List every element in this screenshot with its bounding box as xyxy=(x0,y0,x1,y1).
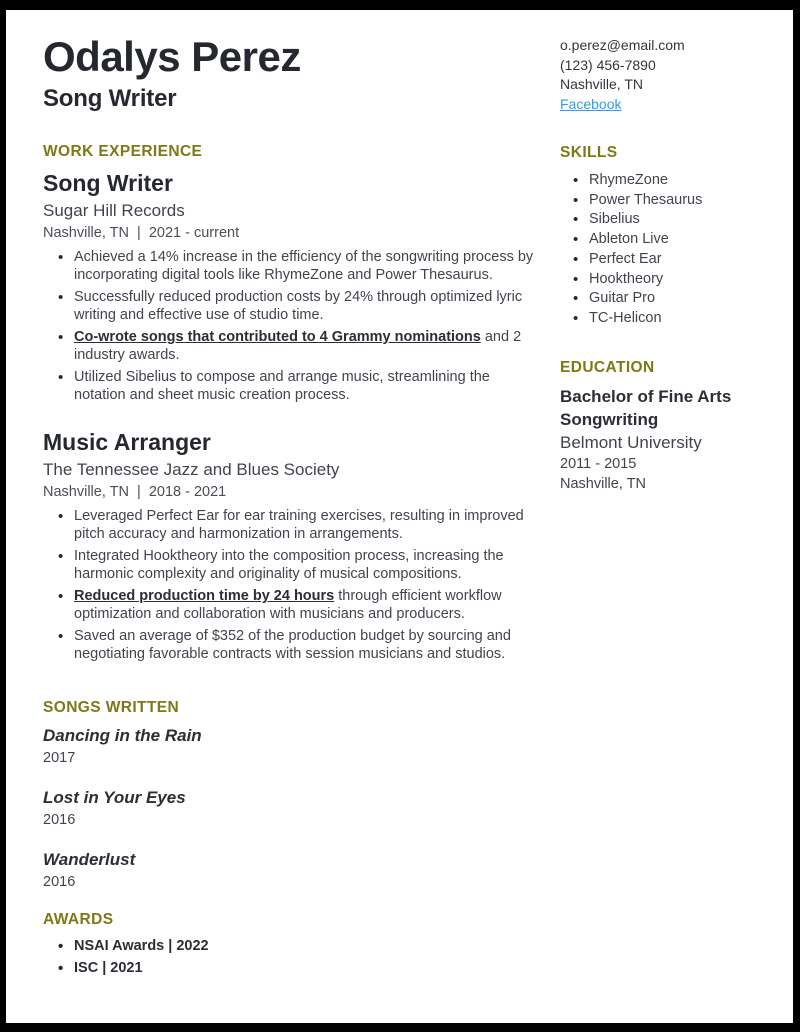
job-entry-company: The Tennessee Jazz and Blues Society xyxy=(43,460,340,480)
contact-block xyxy=(560,36,768,114)
skill-item: • Sibelius xyxy=(589,210,768,230)
skill-item: • Perfect Ear xyxy=(589,250,768,270)
bullet-item: • Utilized Sibelius to compose and arrange music, streamlining the notation and sheet music creation process. xyxy=(74,369,538,404)
award-item: • NSAI Awards | 2022 xyxy=(74,937,538,956)
education-school: Belmont University xyxy=(560,432,702,452)
song-year: 2017 xyxy=(43,750,76,767)
education-degree: Bachelor of Fine Arts xyxy=(560,386,732,406)
facebook-link[interactable]: Facebook xyxy=(560,95,622,112)
song-entry xyxy=(43,849,538,891)
contact-email: o.perez@email.com xyxy=(560,37,685,53)
page-content xyxy=(6,10,793,981)
skill-item: • Ableton Live xyxy=(589,230,768,250)
jobs-list xyxy=(43,169,538,663)
job-entry-location-dates: Nashville, TN | 2018 - 2021 xyxy=(43,484,227,501)
contact-location: Nashville, TN xyxy=(560,76,643,92)
job-entry xyxy=(43,428,538,663)
song-entry xyxy=(43,787,538,829)
bullet-highlight: Reduced production time by 24 hours xyxy=(74,588,335,605)
education-field: Songwriting xyxy=(560,409,659,429)
bullet-item: • Reduced production time by 24 hours through efficient workflow optimization and collaboration with musicians and producers. xyxy=(74,588,538,623)
bullet-item: • Successfully reduced production costs by 24% through optimized lyric writing and effective use of studio time. xyxy=(74,289,538,324)
education-entry xyxy=(560,385,768,494)
bullet-item: • Co-wrote songs that contributed to 4 Grammy nominations and 2 industry awards. xyxy=(74,329,538,364)
songs-list xyxy=(43,725,538,891)
main-column xyxy=(43,32,538,981)
song-year: 2016 xyxy=(43,812,76,829)
education-heading: EDUCATION xyxy=(560,358,655,376)
education-years: 2011 - 2015 xyxy=(560,455,637,472)
skills-list xyxy=(560,171,768,329)
song-title: Dancing in the Rain xyxy=(43,726,202,746)
award-item: • ISC | 2021 xyxy=(74,959,538,978)
songs-written-heading: SONGS WRITTEN xyxy=(43,699,180,717)
side-column xyxy=(560,32,768,981)
skills-heading: SKILLS xyxy=(560,144,618,161)
work-experience-heading: WORK EXPERIENCE xyxy=(43,143,203,161)
job-entry-title: Song Writer xyxy=(43,170,173,197)
song-entry xyxy=(43,725,538,767)
job-entry-location-dates: Nashville, TN | 2021 - current xyxy=(43,225,240,242)
bullet-item: • Leveraged Perfect Ear for ear training exercises, resulting in improved pitch accuracy and harmonization in arrangements. xyxy=(74,508,538,543)
header-block xyxy=(43,34,538,113)
awards-heading: AWARDS xyxy=(43,911,114,929)
skill-item: • Power Thesaurus xyxy=(589,191,768,211)
song-title: Lost in Your Eyes xyxy=(43,788,186,808)
song-title: Wanderlust xyxy=(43,850,136,870)
job-bullets xyxy=(43,508,538,663)
skill-item: • RhymeZone xyxy=(589,171,768,191)
contact-phone: (123) 456-7890 xyxy=(560,56,656,73)
skill-item: • TC-Helicon xyxy=(589,309,768,329)
job-entry xyxy=(43,169,538,404)
job-entry-company: Sugar Hill Records xyxy=(43,201,185,221)
bullet-item: • Integrated Hooktheory into the composition process, increasing the harmonic complexity and originality of musical compositions. xyxy=(74,548,538,583)
candidate-name: Odalys Perez xyxy=(43,33,301,80)
bullet-highlight: Co-wrote songs that contributed to 4 Grammy nominations xyxy=(74,329,481,346)
song-year: 2016 xyxy=(43,874,76,891)
job-bullets xyxy=(43,249,538,404)
awards-list xyxy=(43,937,538,978)
education-location: Nashville, TN xyxy=(560,475,646,492)
skill-item: • Hooktheory xyxy=(589,270,768,290)
job-entry-title: Music Arranger xyxy=(43,429,211,456)
skill-item: • Guitar Pro xyxy=(589,289,768,309)
bullet-item: • Achieved a 14% increase in the efficiency of the songwriting process by incorporating digital tools like RhymeZone and Power Thesaurus. xyxy=(74,249,538,284)
bullet-item: • Saved an average of $352 of the production budget by sourcing and negotiating favorable contracts with session musicians and studios. xyxy=(74,628,538,663)
candidate-job-title: Song Writer xyxy=(43,85,177,113)
